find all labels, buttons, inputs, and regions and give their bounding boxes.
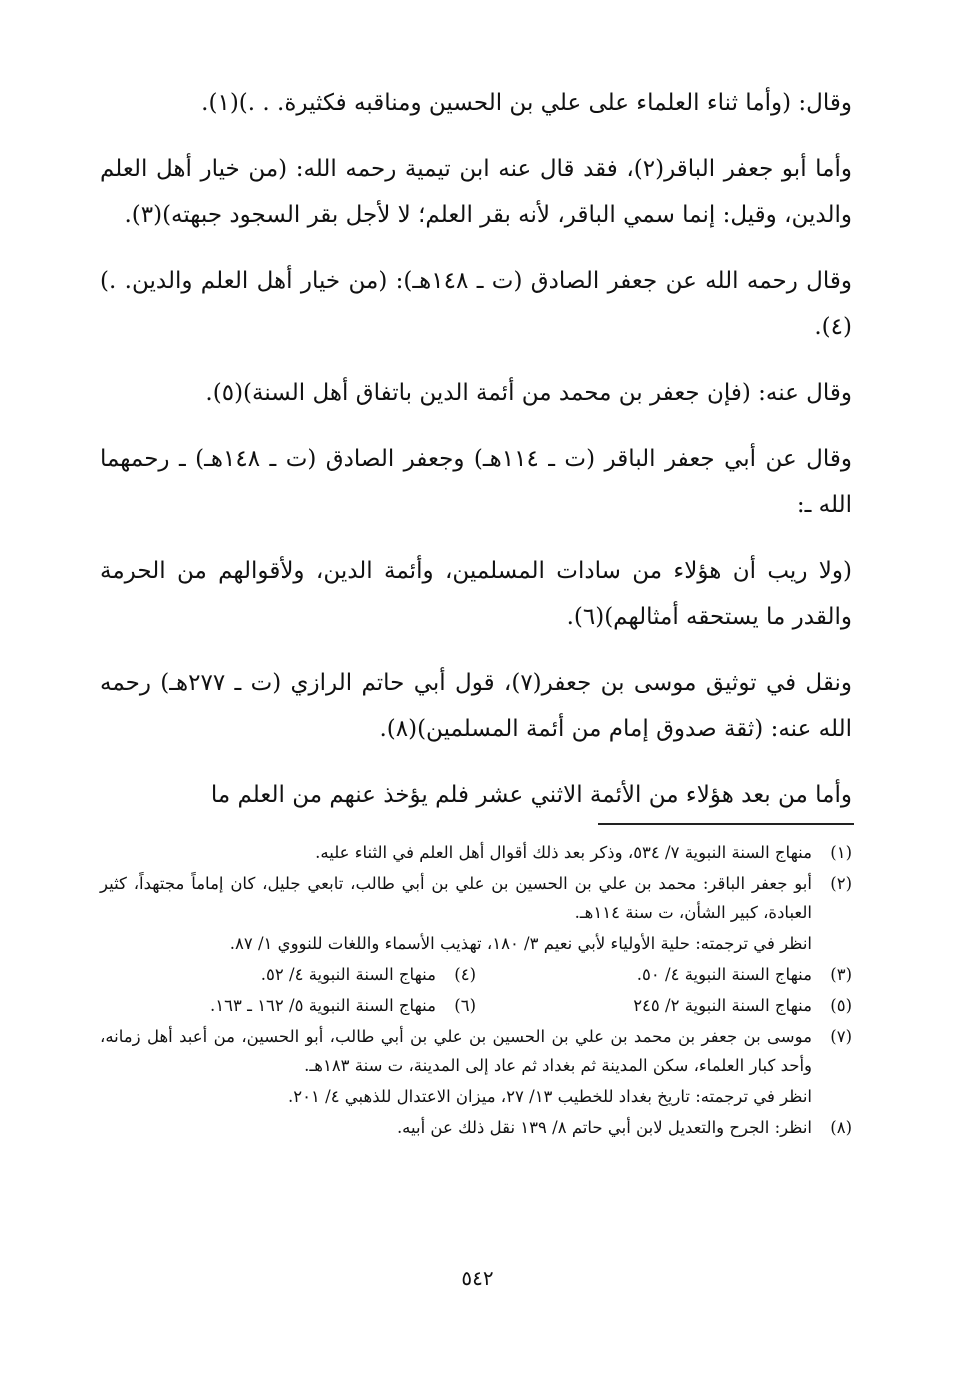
footnote-row-5-6 [100, 991, 852, 1020]
footnote-text: انظر: الجرح والتعديل لابن أبي حاتم ٨/ ١٣٩ نقل ذلك عن أبيه. [396, 1118, 812, 1137]
paragraph-5: وقال عن أبي جعفر الباقر (ت ـ ١١٤هـ) وجعفر الصادق (ت ـ ١٤٨هـ) ـ رحمهما الله ـ: [100, 446, 852, 518]
footnote-number: (٣) [830, 965, 852, 984]
footnote-number: (٦) [454, 996, 476, 1015]
footnote-text: منهاج السنة النبوية ٧/ ٥٣٤، وذكر بعد ذلك أقوال أهل العلم في الثناء عليه. [315, 843, 812, 862]
main-text [100, 80, 852, 838]
footnote-4 [100, 960, 476, 989]
paragraph-7: ونقل في توثيق موسى بن جعفر(٧)، قول أبي حاتم الرازي (ت ـ ٢٧٧هـ) رحمه الله عنه: (ثقة صدوق إمام من أئمة المسلمين)(٨). [100, 670, 852, 742]
paragraph-2: وأما أبو جعفر الباقر(٢)، فقد قال عنه ابن تيمية رحمه الله: (من خيار أهل العلم والدين، وقيل: إنما سمي الباقر، لأنه بقر العلم؛ لا لأجل بقر السجود جبهته)(٣). [100, 156, 852, 228]
paragraph-6: (ولا ريب أن هؤلاء من سادات المسلمين، وأئمة الدين، ولأقوالهم من الحرمة والقدر ما يستحقه أمثالهم)(٦). [100, 558, 852, 630]
paragraph-4: وقال عنه: (فإن جعفر بن محمد من أئمة الدين باتفاق أهل السنة)(٥). [205, 380, 852, 406]
footnote-1 [100, 838, 852, 867]
paragraph-1: وقال: (وأما ثناء العلماء على علي بن الحسين ومناقبه فكثيرة. . .)(١). [201, 90, 852, 116]
footnote-text: منهاج السنة النبوية ٥/ ١٦٢ ـ ١٦٣. [210, 996, 436, 1015]
footnote-text: أبو جعفر الباقر: محمد بن علي بن الحسين بن علي بن أبي طالب، تابعي جليل، كان إماماً مجتهداً، كثير العبادة، كبير الشأن، ت سنة ١١٤هـ. [100, 874, 812, 922]
footnote-text: موسى بن جعفر بن محمد بن علي بن الحسين بن علي بن أبي طالب، أبو الحسين، من أعبد أهل زمانه، وأحد كبار العلماء، سكن المدينة ثم بغداد ثم عاد إلى المدينة، ت سنة ١٨٣هـ. [100, 1027, 812, 1075]
footnote-number: (١) [830, 843, 852, 862]
footnote-5 [476, 991, 852, 1020]
footnote-number: (٧) [830, 1027, 852, 1046]
footnote-3 [476, 960, 852, 989]
footnote-number: (٤) [454, 965, 476, 984]
footnote-separator [598, 823, 854, 825]
paragraph-3: وقال رحمه الله عن جعفر الصادق (ت ـ ١٤٨هـ): (من خيار أهل العلم والدين. .)(٤). [100, 268, 852, 340]
footnote-text: منهاج السنة النبوية ٤/ ٥٢. [260, 965, 436, 984]
footnote-number: (٢) [830, 874, 852, 893]
footnote-number: (٨) [830, 1118, 852, 1137]
footnote-number: (٥) [830, 996, 852, 1015]
footnotes [100, 838, 852, 1144]
footnote-7 [100, 1022, 852, 1080]
page-number: ٥٤٢ [461, 1266, 494, 1290]
footnote-6 [100, 991, 476, 1020]
paragraph-8: وأما من بعد هؤلاء من الأئمة الاثني عشر فلم يؤخذ عنهم من العلم ما [210, 782, 852, 808]
footnote-2-references: انظر في ترجمته: حلية الأولياء لأبي نعيم ٣/ ١٨٠، تهذيب الأسماء واللغات للنووي ١/ ٨٧. [229, 934, 812, 953]
footnote-7-references: انظر في ترجمته: تاريخ بغداد للخطيب ١٣/ ٢٧، ميزان الاعتدال للذهبي ٤/ ٢٠١. [288, 1087, 812, 1106]
footnote-text: منهاج السنة النبوية ٢/ ٢٤٥ [633, 996, 812, 1015]
footnote-row-3-4 [100, 960, 852, 989]
footnote-8 [100, 1113, 852, 1142]
footnote-text: منهاج السنة النبوية ٤/ ٥٠. [636, 965, 812, 984]
footnote-2 [100, 869, 852, 927]
